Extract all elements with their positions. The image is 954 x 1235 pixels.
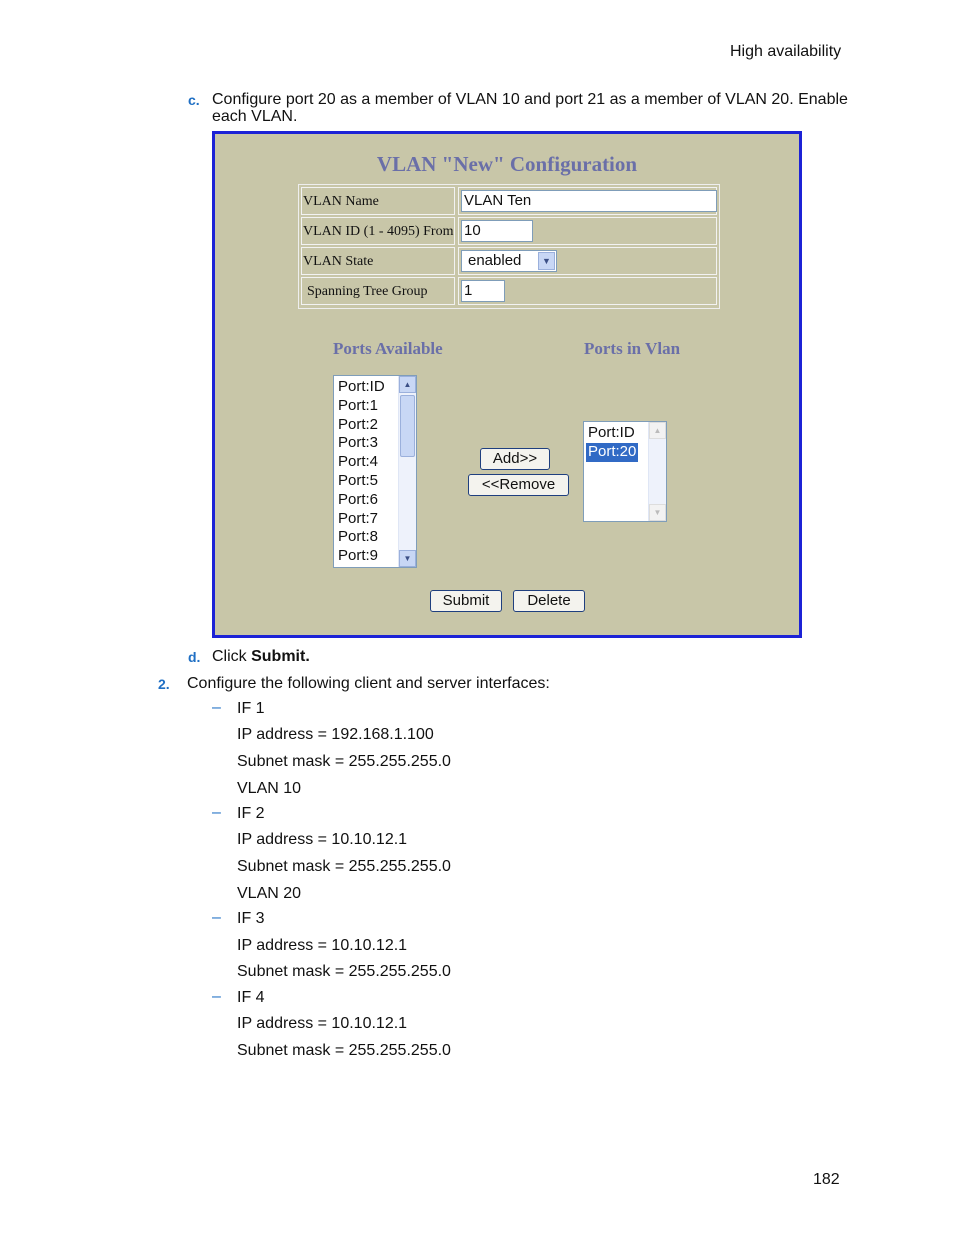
list-item[interactable]: Port:ID — [588, 424, 635, 441]
list-item[interactable]: Port:ID — [338, 378, 385, 395]
ports-available-list[interactable] — [333, 375, 417, 568]
ports-in-vlan-list[interactable] — [583, 421, 667, 522]
row-stg — [301, 277, 717, 305]
if3-name: IF 3 — [237, 910, 265, 927]
stg-label: Spanning Tree Group — [301, 277, 455, 305]
chevron-up-icon[interactable]: ▲ — [649, 422, 666, 439]
if3-mask: Subnet mask = 255.255.255.0 — [237, 963, 451, 980]
if4-ip: IP address = 10.10.12.1 — [237, 1015, 408, 1032]
list-item[interactable]: Port:4 — [338, 453, 379, 471]
step-d-marker: d. — [188, 649, 201, 665]
if3-ip: IP address = 10.10.12.1 — [237, 937, 408, 954]
vlan-state-select[interactable] — [461, 250, 557, 272]
chevron-down-icon[interactable]: ▼ — [538, 252, 555, 270]
vlan-name-input[interactable]: VLAN Ten — [461, 190, 717, 212]
vlan-id-input[interactable]: 10 — [461, 220, 533, 242]
list-item[interactable]: Port:7 — [338, 509, 379, 527]
if2-ip: IP address = 10.10.12.1 — [237, 831, 408, 848]
vlan-name-cell — [458, 187, 717, 215]
row-vlan-state — [301, 247, 717, 275]
step-d-text — [212, 648, 310, 666]
stg-cell — [458, 277, 717, 305]
if1-mask: Subnet mask = 255.255.255.0 — [237, 753, 451, 770]
list-item[interactable]: Port:2 — [338, 415, 379, 433]
if2-vlan: VLAN 20 — [237, 885, 302, 902]
ports-in-vlan-heading: Ports in Vlan — [584, 339, 681, 358]
ports-available-scrollbar[interactable] — [398, 376, 416, 567]
stg-input[interactable]: 1 — [461, 280, 505, 302]
list-item[interactable]: Port:8 — [338, 528, 379, 546]
vlan-state-label: VLAN State — [301, 247, 455, 275]
row-vlan-name — [301, 187, 717, 215]
list-item-selected[interactable]: Port:20 — [588, 442, 637, 460]
bullet-dash: – — [212, 804, 221, 821]
vlan-config-screenshot — [212, 131, 802, 638]
list-item[interactable]: Port:6 — [338, 490, 379, 508]
list-item[interactable]: Port:9 — [338, 547, 379, 565]
vlan-state-value: enabled — [468, 252, 522, 269]
if1-ip: IP address = 192.168.1.100 — [237, 726, 434, 743]
if2-mask: Subnet mask = 255.255.255.0 — [237, 858, 451, 875]
if4-mask: Subnet mask = 255.255.255.0 — [237, 1042, 451, 1059]
step-2-text: Configure the following client and server interfaces: — [187, 675, 550, 692]
row-vlan-id — [301, 217, 717, 245]
page-number: 182 — [813, 1171, 840, 1188]
vlan-state-cell — [458, 247, 717, 275]
if1-name: IF 1 — [237, 700, 265, 717]
step-c-text-line1: Configure port 20 as a member of VLAN 10 and port 21 as a member of VLAN 20. Enable — [212, 91, 848, 108]
if2-name: IF 2 — [237, 805, 265, 822]
ports-in-vlan-scrollbar[interactable] — [648, 422, 666, 521]
vlan-id-label: VLAN ID (1 - 4095) From — [301, 217, 455, 245]
submit-button[interactable]: Submit — [430, 590, 502, 612]
remove-button[interactable]: <<Remove — [468, 474, 569, 496]
add-button[interactable]: Add>> — [480, 448, 550, 470]
step-c-marker: c. — [188, 92, 200, 108]
step-d-prefix: Click — [212, 648, 252, 665]
step-c-text-line2: each VLAN. — [212, 108, 298, 125]
step-d-bold: Submit. — [251, 648, 310, 665]
vlan-id-cell — [458, 217, 717, 245]
scrollbar-thumb[interactable] — [400, 395, 415, 457]
bullet-dash: – — [212, 699, 221, 716]
vlan-config-table — [298, 184, 720, 309]
ports-available-heading: Ports Available — [333, 339, 443, 358]
if1-vlan: VLAN 10 — [237, 780, 302, 797]
chevron-down-icon[interactable]: ▼ — [649, 504, 666, 521]
list-item[interactable]: Port:3 — [338, 434, 379, 452]
if4-name: IF 4 — [237, 989, 265, 1006]
chevron-up-icon[interactable]: ▲ — [399, 376, 416, 393]
list-item[interactable]: Port:1 — [338, 396, 379, 414]
screenshot-title: VLAN "New" Configuration — [376, 152, 638, 176]
step-2-marker: 2. — [158, 676, 170, 692]
vlan-name-label: VLAN Name — [301, 187, 455, 215]
delete-button[interactable]: Delete — [513, 590, 585, 612]
chevron-down-icon[interactable]: ▼ — [399, 550, 416, 567]
bullet-dash: – — [212, 909, 221, 926]
list-item[interactable]: Port:5 — [338, 471, 379, 489]
bullet-dash: – — [212, 988, 221, 1005]
running-header: High availability — [730, 43, 842, 60]
